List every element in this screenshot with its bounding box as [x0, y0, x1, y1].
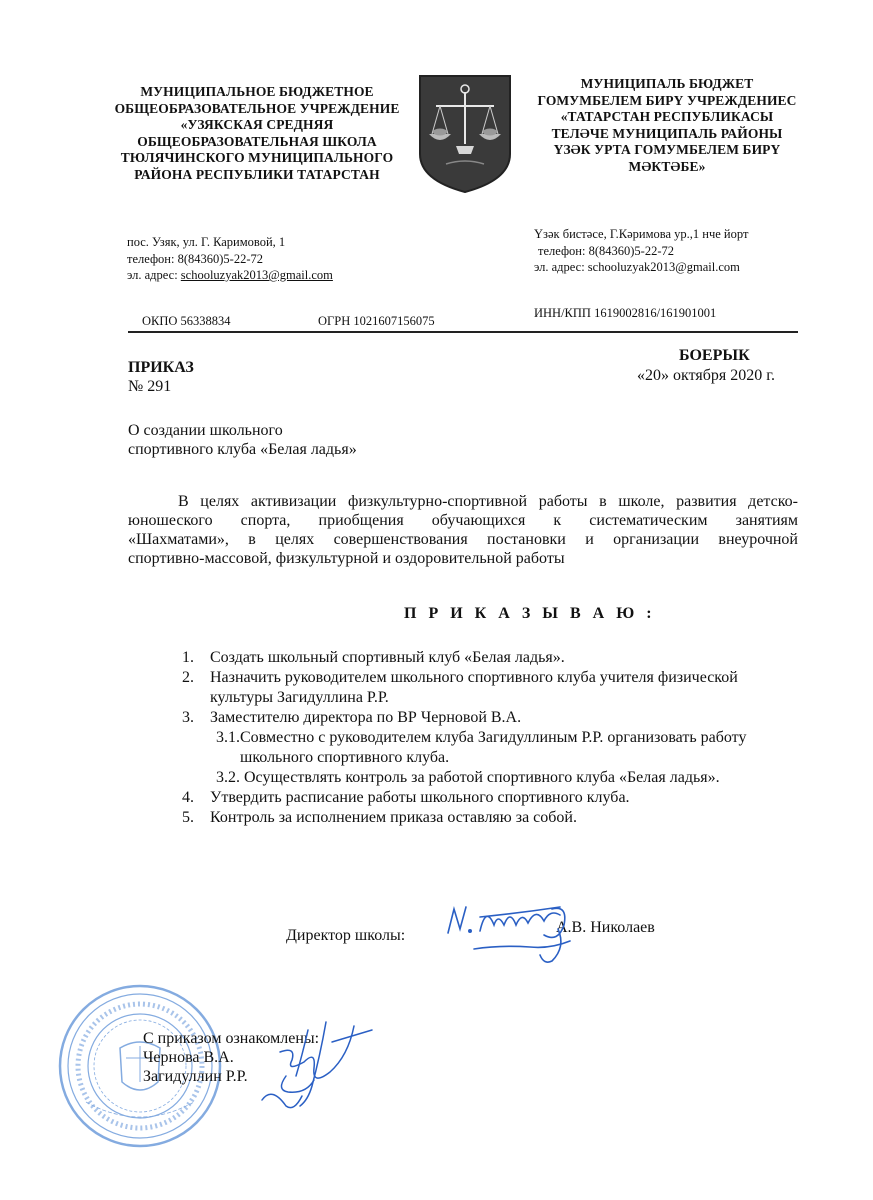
contacts-ru — [127, 234, 333, 284]
inn-kpp: ИНН/КПП 1619002816/161901001 — [534, 306, 717, 320]
email-ru-row — [127, 267, 333, 284]
order-title-ru: ПРИКАЗ — [128, 359, 194, 376]
phone-ru: телефон: 8(84360)5-22-72 — [127, 251, 263, 266]
subject-line: О создании школьного — [128, 422, 283, 439]
order-title-tt: БОЕРЫК — [679, 347, 750, 364]
email-tt: эл. адрес: schooluzyak2013@gmail.com — [534, 260, 740, 274]
ogrn: ОГРН 1021607156075 — [318, 314, 435, 328]
item-text: школьного спортивного клуба. — [240, 749, 450, 766]
org-name-tt-line: ТЕЛӘЧЕ МУНИЦИПАЛЬ РАЙОНЫ — [551, 125, 783, 141]
acknowledged-person: Загидуллин Р.Р. — [143, 1068, 248, 1085]
item-text: Создать школьный спортивный клуб «Белая ладья». — [210, 649, 565, 666]
decree-heading: П Р И К А З Ы В А Ю : — [404, 605, 656, 622]
item-text: культуры Загидуллина Р.Р. — [210, 689, 389, 706]
preamble-line: юношеского спорта, приобщения обучающихся к систематическим занятиям — [128, 512, 798, 529]
org-name-ru-line: ТЮЛЯЧИНСКОГО МУНИЦИПАЛЬНОГО — [120, 150, 394, 165]
org-name-tt — [522, 76, 812, 175]
org-name-ru — [108, 84, 406, 183]
org-name-ru-line: ОБЩЕОБРАЗОВАТЕЛЬНАЯ ШКОЛА — [137, 133, 377, 149]
signature-role: Директор школы: — [286, 927, 406, 944]
item-number: 3. — [182, 709, 194, 726]
org-name-ru-line: РАЙОНА РЕСПУБЛИКИ ТАТАРСТАН — [134, 166, 380, 182]
order-subject — [128, 421, 357, 459]
item-number: 1. — [182, 649, 194, 666]
coat-of-arms-scales-icon — [416, 72, 514, 196]
staff-signatures-icon — [256, 1016, 376, 1112]
acknowledgement-label: С приказом ознакомлены: — [143, 1030, 320, 1047]
preamble-line: В целях активизации физкультурно-спортивной работы в школе, развития детско- — [178, 493, 798, 510]
preamble-line: «Шахматами», в целях совершенствования постановки и организации внеурочной — [128, 531, 798, 548]
order-number: № 291 — [128, 378, 172, 395]
org-name-tt-line: «ТАТАРСТАН РЕСПУБЛИКАСЫ — [560, 109, 774, 124]
item-text: Заместителю директора по ВР Черновой В.А. — [210, 709, 522, 726]
item-number: 5. — [182, 809, 194, 826]
email-label: эл. адрес: — [127, 268, 181, 282]
contacts-tt — [534, 226, 748, 276]
email-link[interactable]: schooluzyak2013@gmail.com — [180, 268, 333, 282]
subject-line: спортивного клуба «Белая ладья» — [128, 441, 357, 458]
item-number: 2. — [182, 669, 194, 686]
item-text: 3.2. Осуществлять контроль за работой спортивного клуба «Белая ладья». — [216, 769, 720, 786]
preamble — [128, 492, 798, 568]
org-name-ru-line: ОБЩЕОБРАЗОВАТЕЛЬНОЕ УЧРЕЖДЕНИЕ — [114, 100, 400, 116]
signature-name: А.В. Николаев — [556, 919, 655, 936]
item-text: Утвердить расписание работы школьного спортивного клуба. — [210, 789, 630, 806]
org-name-tt-line: МУНИЦИПАЛЬ БЮДЖЕТ — [580, 76, 754, 91]
org-name-ru-line: МУНИЦИПАЛЬНОЕ БЮДЖЕТНОЕ — [140, 84, 374, 99]
item-number: 4. — [182, 789, 194, 806]
address-ru: пос. Узяк, ул. Г. Каримовой, 1 — [127, 235, 286, 249]
item-text: 3.1.Совместно с руководителем клуба Загидуллиным Р.Р. организовать работу — [216, 729, 747, 746]
org-name-tt-line: ҮЗӘК УРТА ГОМУМБЕЛЕМ БИРҮ — [553, 142, 781, 157]
org-name-tt-line: ГОМУМБЕЛЕМ БИРҮ УЧРЕЖДЕНИЕС — [537, 92, 797, 108]
header-divider — [128, 331, 798, 333]
org-name-tt-line: МӘКТӘБЕ» — [628, 158, 706, 174]
item-text: Контроль за исполнением приказа оставляю за собой. — [210, 809, 577, 826]
phone-tt: телефон: 8(84360)5-22-72 — [538, 243, 674, 258]
order-date: «20» октября 2020 г. — [637, 367, 775, 384]
acknowledged-person: Чернова В.А. — [143, 1049, 234, 1066]
preamble-line: спортивно-массовой, физкультурной и оздоровительной работы — [128, 550, 565, 567]
org-name-ru-line: «УЗЯКСКАЯ СРЕДНЯЯ — [180, 117, 334, 132]
item-text: Назначить руководителем школьного спортивного клуба учителя физической — [210, 669, 738, 686]
address-tt: Үзәк бистәсе, Г.Кәримова ур.,1 нче йорт — [534, 227, 749, 241]
okpo: ОКПО 56338834 — [142, 314, 231, 328]
director-signature-icon — [440, 895, 590, 965]
